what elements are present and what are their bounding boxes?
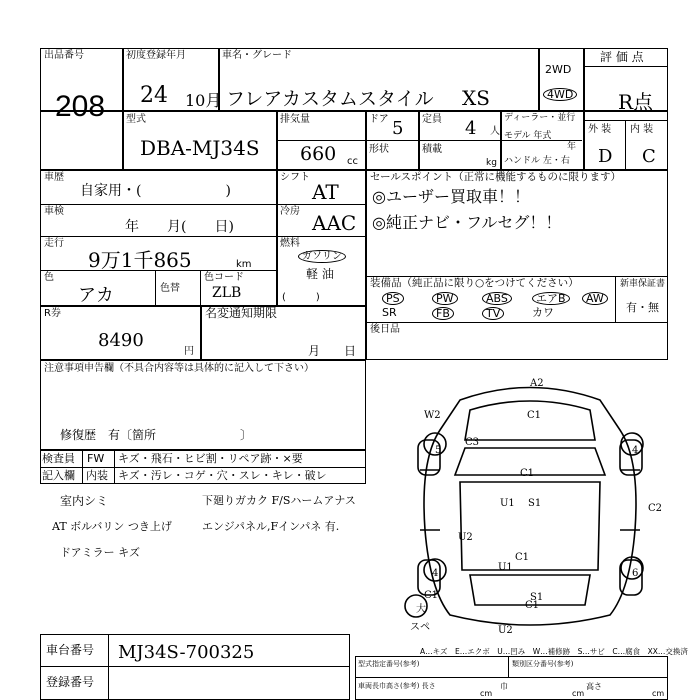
sales-line2: ◎純正ナビ・フルセグ！！	[372, 213, 562, 232]
disp-unit: cc	[347, 156, 358, 167]
recycle-value: 8490	[98, 330, 144, 351]
color-code: ZLB	[212, 285, 242, 301]
drive-2wd: 2WD	[545, 63, 572, 76]
car-name: フレアカスタムスタイル	[226, 88, 434, 110]
diagram-mark: スペ	[410, 622, 430, 633]
door-label: ドア	[369, 114, 389, 125]
car-grade: XS	[462, 86, 490, 110]
equip-item: TV	[482, 307, 504, 320]
height-label: 高さ	[586, 682, 602, 691]
equip-item: カワ	[532, 306, 554, 319]
reg-label: 初度登録年月	[126, 50, 186, 61]
inspect-row1: キズ・飛石・ヒビ割・リペア跡・×要	[118, 452, 303, 465]
mileage-value: 9万1千865	[88, 248, 192, 272]
equip-item: エアB	[532, 292, 570, 305]
shaken-label: 車検	[44, 206, 64, 217]
dims-cm-3: cm	[652, 689, 665, 698]
diagram-mark: 5	[435, 445, 442, 456]
reg-year: 24	[140, 83, 168, 108]
width-label: 巾	[500, 682, 508, 691]
class-label: 類別区分番号(参考)	[512, 660, 574, 668]
color-paren: ( )	[282, 292, 320, 303]
lot-number: 208	[55, 90, 106, 123]
int-row-label: 内装	[86, 469, 108, 482]
color-value: アカ	[78, 285, 114, 306]
diagram-mark: C1	[527, 410, 542, 421]
model-label: 型式	[126, 114, 146, 125]
recycle-unit: 円	[184, 346, 194, 357]
diagram-mark: U2	[458, 532, 473, 543]
history-value: 自家用・( )	[80, 183, 231, 199]
diagram-mark: U1	[498, 562, 513, 573]
entry-label: 記入欄	[42, 469, 75, 482]
diagram-mark: C1	[515, 552, 530, 563]
shape-label: 形状	[369, 144, 389, 155]
comment-left-3: ドアミラー キズ	[60, 546, 140, 559]
diagram-mark: S1	[528, 498, 542, 509]
fuel-gas: ガソリン	[298, 250, 346, 263]
cap-label: 定員	[422, 114, 442, 125]
inspect-row2: キズ・汚レ・コゲ・穴・スレ・キレ・破レ	[118, 469, 327, 482]
diagram-mark: A2	[530, 378, 544, 389]
mileage-label: 走行	[44, 238, 64, 249]
diagram-mark: 4	[632, 445, 639, 456]
comment-right-2: エンジパネル,Fインパネ 有.	[202, 520, 340, 533]
diagram-mark: 6	[632, 568, 639, 579]
car-label: 車名・グレード	[222, 50, 292, 61]
sales-label: セールスポイント（正常に機能するものに限ります）	[370, 171, 622, 183]
color-label: 色	[44, 272, 54, 283]
load-unit: kg	[486, 158, 497, 168]
equip-item: SR	[382, 306, 397, 319]
score-label: 評 価 点	[600, 50, 644, 64]
fuel-diesel: 軽 油	[306, 267, 334, 281]
cap-unit: 人	[490, 126, 500, 137]
int-label: 内 装	[630, 124, 654, 135]
repair-history: 修復歴 有〔箇所 〕	[60, 428, 253, 442]
mileage-unit: km	[236, 259, 252, 270]
diagram-mark: W2	[424, 410, 441, 421]
disp-value: 660	[300, 143, 337, 165]
modelyear-unit: 年	[567, 142, 577, 152]
spec-label: 型式指定番号(参考)	[358, 660, 420, 668]
int-grade: C	[642, 146, 656, 167]
dealer-label: ディーラー・並行	[504, 113, 576, 123]
door-value: 5	[392, 118, 404, 139]
diagram-mark: 大	[416, 604, 426, 615]
comment-right-1: 下廻りガカク F/Sハームアナス	[202, 494, 356, 507]
inspector-label: 検査員	[42, 452, 75, 465]
aircon-label: 冷房	[280, 206, 300, 217]
ext-grade: D	[598, 146, 613, 167]
after-label: 後日品	[370, 324, 400, 335]
equip-item: PW	[432, 292, 458, 305]
diagram-mark: U2	[498, 625, 513, 636]
notice-label: 名変通知期限	[205, 306, 278, 320]
sales-line1: ◎ユーザー買取車！！	[372, 187, 530, 206]
dims-label: 車両長巾高さ(参考) 長さ	[358, 682, 436, 690]
diagram-mark: C1	[424, 590, 439, 601]
chassis-label: 車台番号	[46, 643, 95, 657]
disp-label: 排気量	[280, 114, 310, 125]
comment-left-1: 室内シミ	[60, 494, 109, 508]
fw-label: FW	[87, 452, 105, 465]
aircon-value: AAC	[312, 211, 357, 235]
load-label: 積載	[422, 144, 442, 155]
equip-label: 装備品（純正品に限り○をつけてください）	[370, 277, 579, 289]
warranty-value: 有・無	[626, 301, 659, 314]
reg-month: 10月	[185, 91, 222, 110]
dims-cm-1: cm	[480, 689, 493, 698]
dims-cm-2: cm	[572, 689, 585, 698]
diagram-mark: C1	[525, 600, 540, 611]
damage-legend: A…キズ E…エクボ U…凹み W…補修跡 S…サビ C…腐食 XX…交換済	[420, 647, 688, 656]
handle-label: ハンドル 左・右	[504, 156, 570, 166]
shaken-value: 年 月( 日)	[125, 219, 234, 235]
recycle-label: R券	[44, 308, 61, 319]
diagram-mark: C3	[465, 437, 480, 448]
modelyear-label: モデル 年式	[504, 131, 552, 141]
equip-item: ABS	[482, 292, 512, 305]
cap-value: 4	[465, 118, 477, 139]
equip-item: FB	[432, 307, 454, 320]
color-code-label: 色コード	[204, 272, 244, 283]
score-value: R点	[618, 90, 654, 114]
regno-label: 登録番号	[46, 675, 95, 689]
equip-item: PS	[382, 292, 404, 305]
drive-4wd: 4WD	[543, 88, 577, 101]
shift-value: AT	[312, 180, 339, 204]
shift-label: シフト	[280, 172, 310, 183]
comment-left-2: AT ボルバリン つき上げ	[52, 520, 172, 533]
notice-value: 月 日	[308, 344, 357, 358]
diagram-mark: C2	[648, 503, 663, 514]
notes-label: 注意事項申告欄（不具合内容等は具体的に記入して下さい）	[44, 363, 314, 374]
lot-label: 出品番号	[44, 50, 84, 61]
chassis-value: MJ34S-700325	[118, 642, 255, 663]
diagram-mark: U1	[500, 498, 515, 509]
ext-label: 外 装	[588, 124, 612, 135]
diagram-mark: S1	[530, 592, 544, 603]
color-change-label: 色替	[160, 283, 180, 294]
diagram-mark: C1	[520, 468, 535, 479]
model-value: DBA-MJ34S	[140, 136, 260, 160]
diagram-mark: 4	[432, 568, 439, 579]
fuel-label: 燃料	[280, 238, 300, 249]
history-label: 車歴	[44, 172, 64, 183]
warranty-label: 新車保証書	[620, 279, 666, 289]
equip-item: AW	[582, 292, 608, 305]
